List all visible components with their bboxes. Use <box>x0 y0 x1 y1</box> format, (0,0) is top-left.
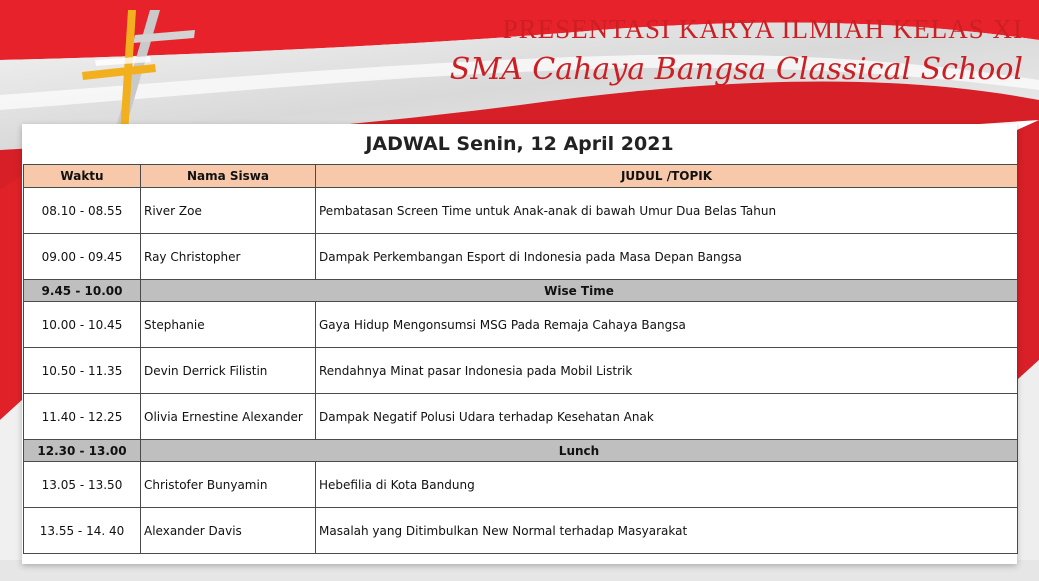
table-row <box>24 234 1018 280</box>
break-row <box>24 280 1018 302</box>
table-header-row <box>24 165 1018 188</box>
time-cell: 08.10 - 08.55 <box>24 188 141 234</box>
time-cell: 13.05 - 13.50 <box>24 462 141 508</box>
student-name-cell: River Zoe <box>141 188 316 234</box>
schedule-table <box>23 164 1018 554</box>
topic-cell: Rendahnya Minat pasar Indonesia pada Mobil Listrik <box>316 348 1018 394</box>
topic-cell: Dampak Negatif Polusi Udara terhadap Kesehatan Anak <box>316 394 1018 440</box>
student-name-cell: Devin Derrick Filistin <box>141 348 316 394</box>
table-row <box>24 508 1018 554</box>
time-cell: 13.55 - 14. 40 <box>24 508 141 554</box>
table-row <box>24 188 1018 234</box>
break-label: Lunch <box>141 440 1018 462</box>
header-subtitle: SMA Cahaya Bangsa Classical School <box>449 52 1023 87</box>
table-row <box>24 394 1018 440</box>
student-name-cell: Olivia Ernestine Alexander <box>141 394 316 440</box>
column-header-time: Waktu <box>24 165 141 188</box>
break-row <box>24 440 1018 462</box>
column-header-topic: JUDUL /TOPIK <box>316 165 1018 188</box>
schedule-title: JADWAL Senin, 12 April 2021 <box>365 133 674 155</box>
time-cell: 10.00 - 10.45 <box>24 302 141 348</box>
table-row <box>24 462 1018 508</box>
time-cell: 11.40 - 12.25 <box>24 394 141 440</box>
time-cell: 12.30 - 13.00 <box>24 440 141 462</box>
topic-cell: Masalah yang Ditimbulkan New Normal terhadap Masyarakat <box>316 508 1018 554</box>
header-title: PRESENTASI KARYA ILMIAH KELAS XI <box>502 14 1023 44</box>
time-cell: 9.45 - 10.00 <box>24 280 141 302</box>
topic-cell: Gaya Hidup Mengonsumsi MSG Pada Remaja Cahaya Bangsa <box>316 302 1018 348</box>
student-name-cell: Christofer Bunyamin <box>141 462 316 508</box>
student-name-cell: Alexander Davis <box>141 508 316 554</box>
student-name-cell: Stephanie <box>141 302 316 348</box>
table-row <box>24 348 1018 394</box>
time-cell: 09.00 - 09.45 <box>24 234 141 280</box>
time-cell: 10.50 - 11.35 <box>24 348 141 394</box>
topic-cell: Pembatasan Screen Time untuk Anak-anak di bawah Umur Dua Belas Tahun <box>316 188 1018 234</box>
topic-cell: Hebefilia di Kota Bandung <box>316 462 1018 508</box>
column-header-name: Nama Siswa <box>141 165 316 188</box>
topic-cell: Dampak Perkembangan Esport di Indonesia pada Masa Depan Bangsa <box>316 234 1018 280</box>
table-row <box>24 302 1018 348</box>
student-name-cell: Ray Christopher <box>141 234 316 280</box>
break-label: Wise Time <box>141 280 1018 302</box>
schedule-panel <box>22 124 1017 564</box>
